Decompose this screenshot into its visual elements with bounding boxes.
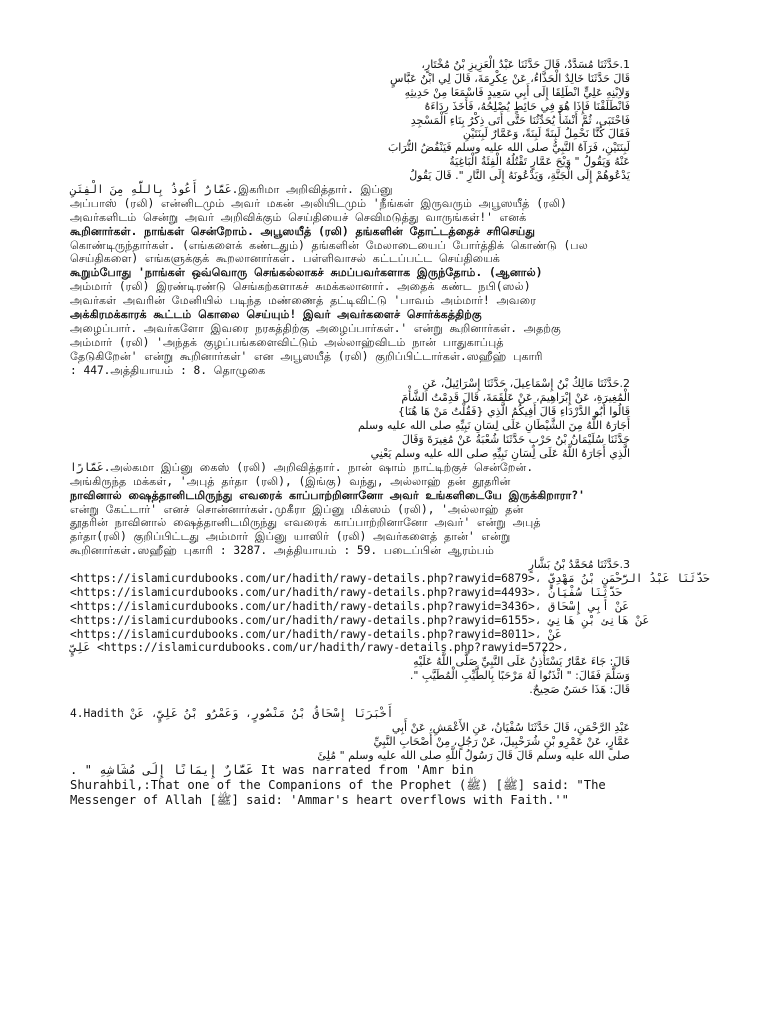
text-line: அங்கிருந்த மக்கள், 'அபுத் தர்தா (ரலி), (இங்கு) வந்து, அல்லாஹ் தன் தூதரின் bbox=[70, 474, 511, 488]
text-line: قَالَ: هَذَا حَسَنٌ صَحِيحٌ. bbox=[529, 683, 630, 697]
text-line: 4.Hadith أَخْبَرَنَا إِسْحَاقُ بْنُ مَنْصُورٍ، وَعَمْرُو بْنُ عَلِيٍّ، عَنْ bbox=[70, 706, 394, 720]
text-line: அவர்களிடம் சென்று அவர் அறிவிக்கும் செய்தியைச் செவிமடுத்து வாருங்கள்!' எனக் bbox=[70, 210, 527, 224]
text-line: தூதரின் நாவினால் ஷைத்தானிடமிருந்து எவரைக் காப்பாற்றினானோ அவர்' என்று அபுத் bbox=[70, 516, 541, 530]
text-line: الَّذِي أَجَارَهُ اللَّهُ عَلَى لِسَانِ نَبِيِّهِ صلى الله عليه وسلم يَعْنِي bbox=[370, 446, 630, 460]
text-line: لَبِنَتَيْنِ، فَرَآهُ النَّبِيُّ صلى الله عليه وسلم فَيَنْفُضُ التُّرَابَ bbox=[387, 141, 630, 155]
document-page bbox=[70, 58, 710, 808]
text-line: الْمُغِيرَةِ، عَنْ إِبْرَاهِيمَ، عَنْ عَلْقَمَةَ، قَالَ قَدِمْتُ الشَّأْمَ bbox=[401, 391, 630, 405]
text-line: கொண்டிருந்தார்கள். (எங்களைக் கண்டதும்) தங்களின் மேலாடையைப் போர்த்திக் கொண்டு (பல bbox=[70, 238, 588, 252]
text-line: தர்தா(ரலி) குறிப்பிட்டது அம்மார் இப்னு யாஸிர் (ரலி) அவர்களைத் தான்' என்று bbox=[70, 530, 511, 544]
text-line: அக்கிரமக்காரக் கூட்டம் கொலை செய்யும்! இவர் அவர்களைச் சொர்க்கத்திற்கு bbox=[70, 308, 482, 322]
text-line: நாவினால் ஷைத்தானிடமிருந்து எவரைக் காப்பாற்றினானோ அவர் உங்களிடையே இருக்கிறாரா?' bbox=[70, 488, 585, 502]
blank-line bbox=[70, 697, 630, 707]
text-line: فَقَالَ كُنَّا نَحْمِلُ لَبِنَةً لَبِنَةً، وَعَمَّارٌ لَبِنَتَيْنِ bbox=[462, 127, 630, 141]
text-line: <https://islamicurdubooks.com/ur/hadith/rawy-details.php?rawyid=3436>، عَنْ أَبِي إِسْحَاق bbox=[70, 599, 630, 613]
text-line: وَلاِبْنِهِ عَلِيٍّ انْطَلِقَا إِلَى أَبِي سَعِيدٍ فَاسْمَعَا مِنْ حَدِيثِهِ bbox=[404, 85, 630, 99]
text-line: கூறினார்கள்.ஸஹீஹ் புகாரி : 3287. அத்தியாயம் : 59. படைப்பின் ஆரம்பம் bbox=[70, 544, 495, 558]
text-line: <https://islamicurdubooks.com/ur/hadith/rawy-details.php?rawyid=8011>، عَنْ bbox=[70, 627, 562, 641]
text-line: فَانْطَلَقْنَا فَإِذَا هُوَ فِي حَائِطٍ يُصْلِحُهُ، فَأَخَذَ رِدَاءَهُ bbox=[424, 99, 630, 113]
text-line: கூறினார்கள். நாங்கள் சென்றோம். அபூஸயீத் (ரலி) தங்களின் தோட்டத்தைச் சரிசெய்து bbox=[70, 224, 536, 238]
text-line: قَالَ: جَاءَ عَمَّارٌ يَسْتَأْذِنُ عَلَى النَّبِيِّ صَلَّى اللَّهُ عَلَيْهِ bbox=[413, 655, 630, 669]
text-line: . " عَمَّارٌ إِيمَانًا إِلَى مُشَاشِهِ It was narrated from 'Amr bin bbox=[70, 762, 474, 777]
text-line: عَمَّارٌ أَعُوذُ بِاللَّهِ مِنَ الْفِتَنِ.இகரிமா அறிவித்தார். இப்னு bbox=[70, 183, 393, 197]
text-line: <https://islamicurdubooks.com/ur/hadith/rawy-details.php?rawyid=6155>، عَنْ هَانِئِ بْنِ هَانِئٍ bbox=[70, 613, 650, 627]
text-line: عَلِيٍّ <https://islamicurdubooks.com/ur/hadith/rawy-details.php?rawyid=5722>، bbox=[70, 641, 569, 655]
text-line: அவர்கள் அவரின் மேனியில் படிந்த மண்ணைத் தட்டிவிட்டு 'பாவம் அம்மார்! அவரை bbox=[70, 294, 536, 308]
text-line: தேடுகிறேன்' என்று கூறினார்கள்' என அபூஸயீத் (ரலி) குறிப்பிட்டார்கள்.ஸஹீஹ் புகாரி bbox=[70, 349, 543, 363]
text-line: أَجَارَهُ اللَّهُ مِنَ الشَّيْطَانِ عَلَى لِسَانِ نَبِيِّهِ صلى الله عليه وسلم bbox=[357, 419, 630, 433]
text-line: அம்மார் (ரலி) இரண்டிரண்டு செங்கற்களாகச் சுமக்கலானார். அதைக் கண்ட நபி(ஸல்) bbox=[70, 280, 531, 294]
text-line: Shurahbil,:That one of the Companions of the Prophet (ﷺ) [ﷺ] said: "The bbox=[70, 777, 606, 792]
text-line: قَالَ حَدَّثَنَا خَالِدٌ الْحَذَّاءُ، عَنْ عِكْرِمَةَ، قَالَ لِي ابْنُ عَبَّاسٍ bbox=[390, 71, 630, 85]
text-line: صلى الله عليه وسلم قَالَ قَالَ رَسُولُ اللَّهِ صلى الله عليه وسلم " مُلِئَ bbox=[317, 748, 630, 762]
text-line: عَبْدِ الرَّحْمَنِ، قَالَ حَدَّثَنَا سُفْيَانُ، عَنِ الأَعْمَشِ، عَنْ أَبِي bbox=[391, 720, 630, 734]
text-line: عَمَّارًا.அல்கமா இப்னு கைஸ் (ரலி) அறிவித்தார். நான் ஷாம் நாட்டிற்குச் சென்றேன். bbox=[70, 460, 534, 474]
text-line: என்று கேட்டார்' எனச் சொன்னார்கள்.முகீரா இப்னு மிக்ஸம் (ரலி), 'அல்லாஹ் தன் bbox=[70, 502, 524, 516]
text-line: 2.حَدَّثَنَا مَالِكُ بْنُ إِسْمَاعِيلَ، حَدَّثَنَا إِسْرَائِيلُ، عَنِ bbox=[422, 377, 630, 391]
text-line: செய்திகளை) எங்களுக்குக் கூறலானார்கள். பள்ளிவாசல் கட்டப்பட்ட செய்தியைக் bbox=[70, 252, 500, 266]
text-line: قَالُوا أَبُو الدَّرْدَاءِ قَالَ أَفِيكُمُ الَّذِي {فَقُلْتُ مَنْ هَا هُنَا} bbox=[397, 405, 630, 419]
text-line: 3.حَدَّثَنَا مُحَمَّدُ بْنُ بَشَّارٍ bbox=[528, 558, 630, 572]
text-line: அழைப்பார். அவர்களோ இவரை நரகத்திற்கு அழைப்பார்கள்.' என்று கூறினார்கள். அதற்கு bbox=[70, 321, 561, 335]
text-line: فَاحْتَبَى، ثُمَّ أَنْشَأَ يُحَدِّثُنَا حَتَّى أَتَى ذِكْرُ بِنَاءِ الْمَسْجِدِ bbox=[410, 113, 630, 127]
text-line: حَدَّثَنَا سُلَيْمَانُ بْنُ حَرْبٍ حَدَّثَنَا شُعْبَةُ عَنْ مُغِيرَةَ وَقَالَ bbox=[401, 433, 630, 447]
text-line: يَدْعُوهُمْ إِلَى الْجَنَّةِ، وَيَدْعُونَهُ إِلَى النَّارِ ". قَالَ يَقُولُ bbox=[409, 169, 630, 183]
text-line: <https://islamicurdubooks.com/ur/hadith/rawy-details.php?rawyid=6879>، حَدَّثَنَا عَبْدُ الرَّحْمَنِ بْنُ مَهْدِيٍّ bbox=[70, 571, 710, 585]
text-line: Messenger of Allah [ﷺ] said: 'Ammar's heart overflows with Faith.'" bbox=[70, 792, 570, 807]
text-line: <https://islamicurdubooks.com/ur/hadith/rawy-details.php?rawyid=4493>، حَدَّثَنَا سُفْيَانُ bbox=[70, 585, 623, 599]
text-line: عَمَّارٍ، عَنْ عَمْرِو بْنِ شُرَحْبِيلَ، عَنْ رَجُلٍ، مِنْ أَصْحَابِ النَّبِيِّ bbox=[373, 734, 630, 748]
text-line: அம்மார் (ரலி) 'அந்தக் குழப்பங்களைவிட்டும் அல்லாஹ்விடம் நான் பாதுகாப்புத் bbox=[70, 335, 504, 349]
text-line: அப்பாஸ் (ரலி) என்னிடமும் அவர் மகன் அலியிடமும் 'நீங்கள் இருவரும் அபூஸயீத் (ரலி) bbox=[70, 196, 567, 210]
text-line: 1.حَدَّثَنَا مُسَدَّدٌ، قَالَ حَدَّثَنَا عَبْدُ الْعَزِيزِ بْنُ مُخْتَارٍ، bbox=[421, 58, 630, 71]
text-line: عَنْهُ وَيَقُولُ " وَيْحَ عَمَّارٍ تَقْتُلُهُ الْفِئَةُ الْبَاغِيَةُ bbox=[449, 155, 630, 169]
text-line: கூறும்போது 'நாங்கள் ஒவ்வொரு செங்கல்லாகச் சுமப்பவர்களாக இருந்தோம். (ஆனால்) bbox=[70, 266, 543, 280]
text-line: : 447.அத்தியாயம் : 8. தொழுகை bbox=[70, 363, 266, 377]
text-line: وَسَلَّمَ فَقَالَ: " ائْذَنُوا لَهُ مَرْحَبًا بِالطَّيِّبِ الْمُطَيَّبِ ". bbox=[409, 669, 630, 683]
